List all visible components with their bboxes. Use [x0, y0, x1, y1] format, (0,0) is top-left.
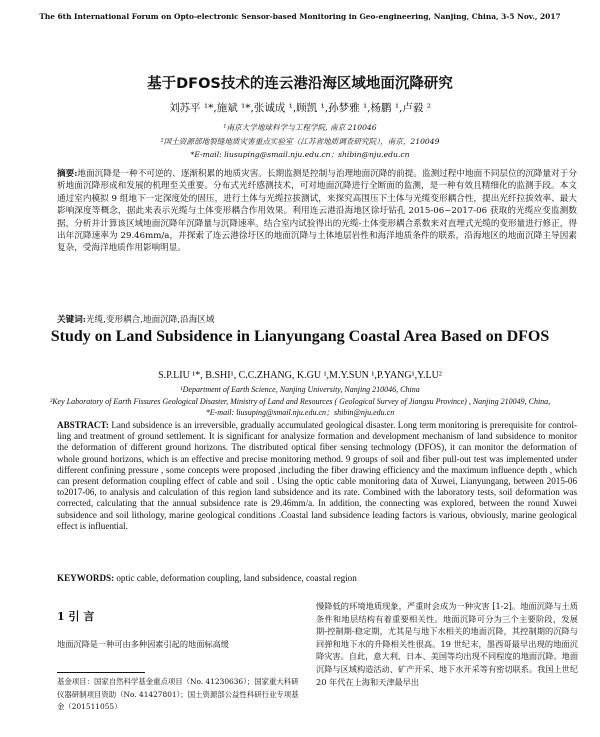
- english-abstract-text: Land subsidence is an irreversible, gradually accumulated geological disaster. Long term monitoring is prerequisite for control-ling and treatment of ground settlement. It is significant for analysize formation and development mechanism of land subsidence to monitor the deformation of different ground horizons. The distributed optical fiber sensing technology (DFOS), it can monitor the deformation of whole ground horizons, which is an effective and precise monitoring method. 9 groups of soil and fiber pull-out test was implemented under different confining pressure , some concepts were proposed ,including the fiber drawing efficiency and the maximum influence depth , which can present deformation coupling effect of cable and soil . Using the optic cable monitoring data of Xuwei, Lianyungang, between 2015-06 to2017-06, to analysis and calculation of this region land subsidence and its rate. Combined with the laboratory tests, soil deformation was corrected, calculating that the annual subsidence rate is 29.46mm/a. In addition, the connecting was explored, between the round Xuwei subsidence and soil lithology, marine geological conditions .Coastal land subsidence leading factors is various, obviously, marine geological effect is influential.: [57, 420, 577, 531]
- chinese-authors: 刘苏平 ¹*,施斌 ¹*,张诚成 ¹,顾凯 ¹,孙梦雅 ¹,杨鹏 ¹,卢毅 ²: [169, 102, 431, 114]
- english-keywords-label: KEYWORDS:: [57, 573, 115, 583]
- english-keywords: [57, 573, 357, 583]
- english-title: Study on Land Subsidence in Lianyungang Coastal Area Based on DFOS: [50, 328, 550, 345]
- english-abstract-label: ABSTRACT:: [57, 420, 109, 430]
- chinese-abstract-text: 地面沉降是一种不可逆的、逐渐积累的地质灾害。长期监测是控制与治理地面沉降的前提。监测过程中地面不同层位的沉降量对于分析地面沉降形成和发展的机理至关重要。分布式光纤感测技术，可对地面沉降进行全断面的监测，是一种有效且精细化的监测手段。本文通过室内模拟 9 组地下一定深度处的固压，进行土体与光缆拉拔测试，来探究高围压下土体与光缆变形耦合性，提出光纤拉拔效率、最大影响深度等概念，据此来表示光缆与土体变形耦合作用效果。利用连云港沿海地区徐圩钻孔 2015-06~2017-06 获取的光缆应变监测数据，分析并计算该区域地面沉降年沉降量与沉降速率。结合室内试验得出的光缆-土体变形耦合系数来对直埋式光缆的变形量进行修正，得出年沉降速率为 29.46mm/a，并探索了连云港徐圩区的地面沉降与土体地层岩性和海洋地质条件的联系，沿海地区的地面沉降主导因素复杂，受海洋地质作用影响明显。: [57, 169, 577, 254]
- chinese-affiliation-2: ²国土资源部地裂缝地质灾害重点实验室（江苏省地质调查研究院），南京，210049: [160, 137, 440, 146]
- english-keywords-text: optic cable, deformation coupling, land subsidence, coastal region: [116, 573, 357, 583]
- chinese-keywords: [57, 313, 214, 325]
- chinese-email: *E-mail: liusuping@smail.nju.edu.cn；shibin@nju.edu.cn: [190, 150, 410, 159]
- chinese-title: 基于DFOS技术的连云港沿海区域地面沉降研究: [147, 76, 453, 92]
- english-affiliation-1: ¹Department of Earth Science, Nanjing University, Nanjing 210046, China: [180, 385, 420, 394]
- section-heading-introduction: 1 引 言: [57, 610, 95, 623]
- chinese-affiliation-1: ¹南京大学地球科学与工程学院, 南京 210046: [223, 123, 377, 132]
- conference-header: The 6th International Forum on Opto-electronic Sensor-based Monitoring in Geo-engineering, Nanjing, China, 3-5 Nov., 2017: [39, 12, 561, 21]
- chinese-keywords-label: 关键词:: [57, 315, 86, 325]
- chinese-keywords-text: 光缆,变形耦合,地面沉降,沿海区域: [85, 315, 215, 325]
- english-affiliation-2: ²Key Laboratory of Earth Fissures Geological Disaster, Ministry of Land and Resources ( Geological Survey of Jiangsu Province) , Nanjing 210049, China,: [49, 397, 551, 406]
- intro-right-column: 慢降低的环境地质现象，严重时会成为一种灾害 [1-2]。地面沉降与土质条件和地层结构有着重要相关性。地面沉降可分为三个主要阶段，发展期-控制期-稳定期，尤其是与地下水相关的地面沉降，其控制期的沉降与回弹和地下水的升降相关性很高。19 世纪末，墨西哥最早出现的地面沉降灾害。自此，意大利、日本、美国等均出现不同程度的地面沉降。地面沉降与区域构造活动、矿产开采、地下水开采等有密切联系。我国上世纪 20 年代在上海和天津最早出: [316, 601, 579, 687]
- english-abstract: [57, 420, 577, 532]
- english-authors: S.P.LIU ¹*, B.SHI¹, C.C.ZHANG, K.GU ¹,M.Y.SUN ¹,P.YANG¹,Y.LU²: [158, 370, 442, 381]
- footnote-divider: [57, 672, 145, 673]
- chinese-abstract-label: 摘要:: [57, 169, 78, 179]
- chinese-abstract: [57, 168, 577, 255]
- funding-footnote: 基金项目：国家自然科学基金重点项目（No. 41230636）；国家重大科研仪器研制项目资助（No. 41427801）；国土资源部公益性科研行业专项基金（201511055）: [57, 677, 299, 712]
- intro-left-column: 地面沉降是一种可由多种因素引起的地面标高缓: [57, 639, 229, 649]
- english-email: *E-mail: liusuping@smail.nju.edu.cn；shibin@nju.edu.cn: [205, 408, 395, 417]
